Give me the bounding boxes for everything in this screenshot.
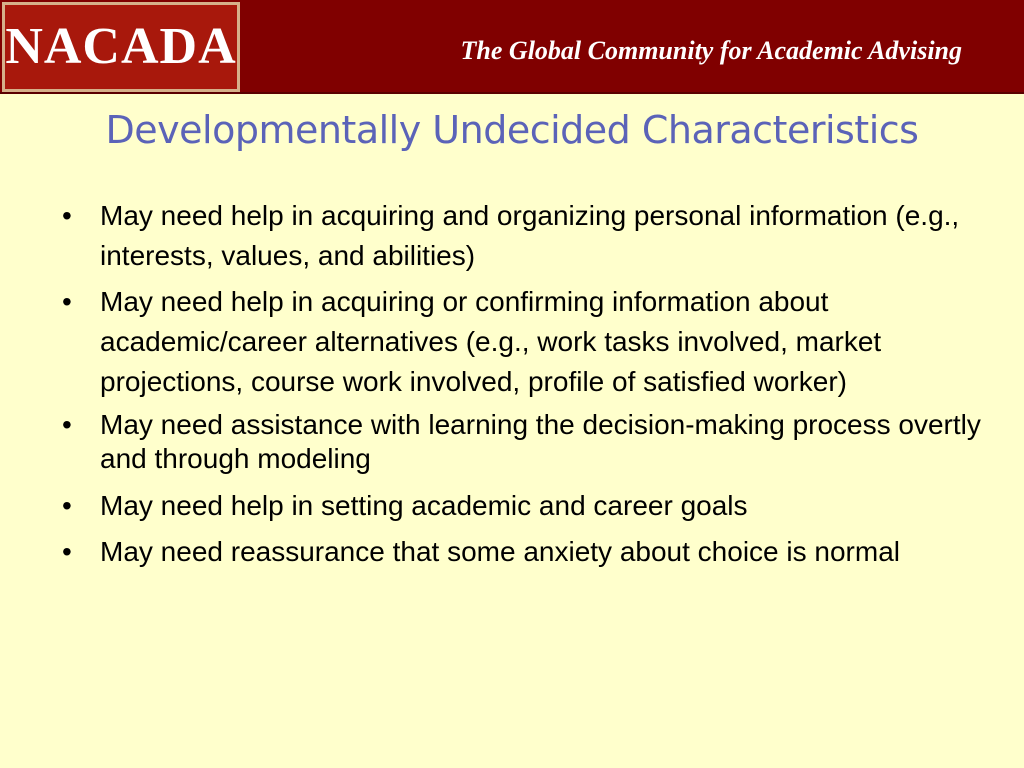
bullet-item: • May need help in acquiring and organizing personal information (e.g., interests, values, and abilities)	[62, 196, 982, 276]
tagline: The Global Community for Academic Advising	[460, 36, 962, 65]
bullet-item: • May need reassurance that some anxiety about choice is normal	[62, 532, 982, 572]
slide-title: Developmentally Undecided Characteristics	[105, 108, 919, 152]
nacada-logo	[2, 2, 240, 92]
logo-text: NACADA	[5, 18, 237, 75]
bullet-item: • May need assistance with learning the decision-making process overtly and through modeling	[62, 408, 982, 476]
header-bar	[0, 0, 1024, 94]
bullet-item: • May need help in setting academic and career goals	[62, 486, 982, 526]
bullet-item: • May need help in acquiring or confirming information about academic/career alternatives (e.g., work tasks involved, market projections, course work involved, profile of satisfied worker)	[62, 282, 982, 402]
bullet-list	[62, 196, 982, 578]
